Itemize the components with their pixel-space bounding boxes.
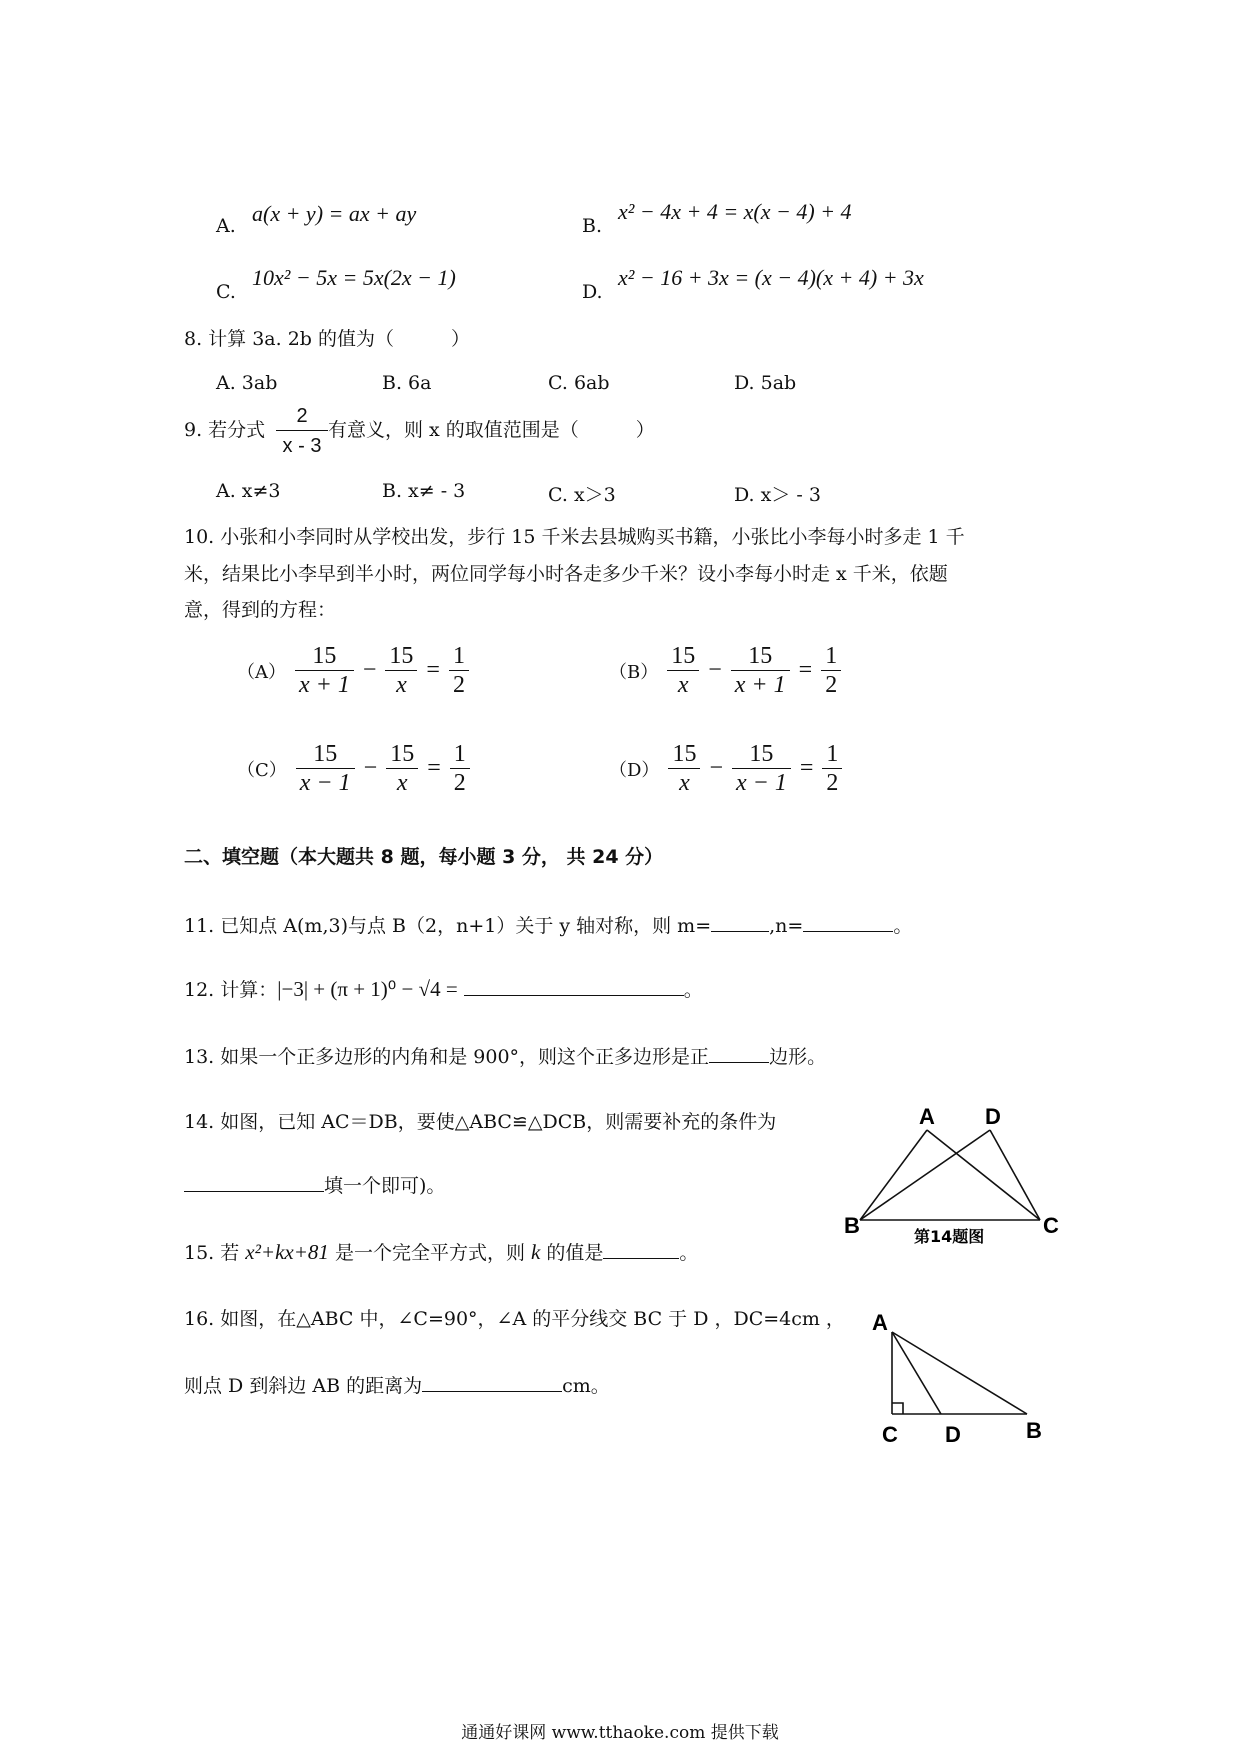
- q10-option-a-label: （A）: [237, 661, 286, 683]
- q15-end: 。: [679, 1242, 699, 1264]
- q13-text1: 13. 如果一个正多边形的内角和是 900°，则这个正多边形是正: [184, 1046, 710, 1068]
- q7-option-c-label: C.: [216, 281, 236, 303]
- q9-suffix: 有意义，则 x 的取值范围是（ ）: [328, 419, 655, 441]
- q9-option-c: C. x＞3: [548, 484, 616, 506]
- q10-option-c-label: （C）: [237, 759, 287, 781]
- q11-text2: ,n=: [769, 915, 804, 937]
- q7-option-b-label: B.: [582, 215, 603, 237]
- q16-line2: [184, 1373, 610, 1398]
- q14-figure-caption: 第14题图: [914, 1227, 985, 1246]
- q12-suffix: 。: [683, 979, 703, 1001]
- q10-option-d-frac1: $\frac{15}{x}$: [668, 740, 700, 797]
- q8-option-b: B. 6a: [382, 372, 432, 394]
- q11-text1: 11. 已知点 A(m,3)与点 B（2，n+1）关于 y 轴对称，则 m=: [184, 915, 712, 937]
- q15-prefix: 15. 若: [184, 1242, 246, 1264]
- q16-segment-ad: [892, 1332, 941, 1414]
- q14-segment-dc: [990, 1130, 1040, 1220]
- page-footer: 通通好课网 www.tthaoke.com 提供下载: [461, 1723, 779, 1743]
- q13-text2: 边形。: [769, 1046, 827, 1068]
- q14-label-a: A: [919, 1104, 935, 1129]
- q13: [184, 1044, 826, 1069]
- q14-segment-ba: [860, 1130, 927, 1220]
- q10-line1: 10. 小张和小李同时从学校出发，步行 15 千米去县城购买书籍，小张比小李每小时多走 1 千: [184, 526, 965, 548]
- q12: [184, 977, 703, 1002]
- q16-label-a: A: [872, 1310, 888, 1335]
- q10-option-d-rhs: $\frac{1}{2}$: [822, 740, 842, 797]
- q16-figure: [862, 1300, 1052, 1450]
- q10-option-d-frac2: $\frac{15}{x - 1}$: [732, 740, 791, 797]
- q11-blank-n: [803, 913, 893, 932]
- q16-label-c: C: [882, 1422, 898, 1447]
- q10-option-b-label: （B）: [609, 661, 659, 683]
- q11-blank-m: [711, 913, 769, 932]
- q16-line2-suffix: cm。: [562, 1375, 610, 1397]
- q15-suffix: 的值是: [540, 1242, 604, 1264]
- q16-segment-ab: [892, 1332, 1027, 1414]
- q15-expr: x²+kx+81: [245, 1240, 329, 1264]
- q10-option-c: （C） $\frac{15}{x - 1}$ − $\frac{15}{x}$ = $\frac{1}{2}$: [234, 740, 470, 797]
- q10-line3: 意，得到的方程：: [184, 599, 337, 621]
- q10-option-a-frac1: $\frac{15}{x + 1}$: [295, 642, 354, 699]
- q16-label-d: D: [945, 1422, 961, 1447]
- q15-middle: 是一个完全平方式，则: [328, 1242, 531, 1264]
- q14-line1: 14. 如图，已知 AC＝DB，要使△ABC≌△DCB，则需要补充的条件为: [184, 1111, 777, 1133]
- q14-segment-ac: [927, 1130, 1040, 1220]
- q8-option-a: A. 3ab: [216, 372, 278, 394]
- q14-line2-text: 填一个即可)。: [324, 1175, 446, 1197]
- q8-stem: 8. 计算 3a. 2b 的值为（ ）: [184, 328, 470, 350]
- q7-option-d-label: D.: [582, 281, 603, 303]
- q9-frac-bar: [276, 430, 328, 431]
- q7-option-c-expr: 10x² − 5x = 5x(2x − 1): [252, 265, 456, 290]
- q11: [184, 913, 912, 938]
- q10-option-b-rhs: $\frac{1}{2}$: [821, 642, 841, 699]
- q10-option-d-label: （D）: [609, 759, 660, 781]
- q12-expr: |−3| + (π + 1)⁰ − √4 =: [277, 977, 458, 1001]
- q9-option-d: D. x＞ - 3: [734, 484, 821, 506]
- q10-option-c-frac2: $\frac{15}{x}$: [386, 740, 418, 797]
- q8-option-c: C. 6ab: [548, 372, 610, 394]
- q16-label-b: B: [1026, 1418, 1042, 1443]
- q9-option-a: A. x≠3: [216, 480, 281, 502]
- q7-option-d-expr: x² − 16 + 3x = (x − 4)(x + 4) + 3x: [618, 265, 924, 290]
- q10-option-a: （A） $\frac{15}{x + 1}$ − $\frac{15}{x}$ = $\frac{1}{2}$: [234, 642, 469, 699]
- q14-label-d: D: [985, 1104, 1001, 1129]
- q14-line2: [184, 1173, 445, 1198]
- q14-segment-bd: [860, 1130, 990, 1220]
- q15-blank: [603, 1240, 679, 1259]
- q7-option-a-label: A.: [216, 215, 236, 237]
- q16-blank: [422, 1373, 562, 1392]
- q15: [184, 1240, 698, 1265]
- q9-frac-denominator: x - 3: [282, 435, 322, 457]
- q10-option-b: （B） $\frac{15}{x}$ − $\frac{15}{x + 1}$ = $\frac{1}{2}$: [606, 642, 841, 699]
- q9-prefix: 9. 若分式: [184, 419, 266, 441]
- q15-k: k: [531, 1240, 541, 1264]
- q16-line2-prefix: 则点 D 到斜边 AB 的距离为: [184, 1375, 423, 1397]
- q14-label-b: B: [844, 1213, 860, 1238]
- q16-line1: 16. 如图，在△ABC 中，∠C=90°，∠A 的平分线交 BC 于 D ，DC=4cm ，: [184, 1308, 845, 1330]
- q11-text3: 。: [893, 915, 913, 937]
- q9-option-b: B. x≠ - 3: [382, 480, 466, 502]
- section-2-title: 二、填空题（本大题共 8 题，每小题 3 分， 共 24 分）: [184, 846, 664, 868]
- q10-option-d: （D） $\frac{15}{x}$ − $\frac{15}{x - 1}$ = $\frac{1}{2}$: [606, 740, 842, 797]
- q14-blank: [184, 1173, 324, 1192]
- q10-option-a-frac2: $\frac{15}{x}$: [385, 642, 417, 699]
- q12-blank: [464, 977, 684, 996]
- q7-option-b-expr: x² − 4x + 4 = x(x − 4) + 4: [618, 199, 852, 224]
- q10-option-b-frac2: $\frac{15}{x + 1}$: [731, 642, 790, 699]
- q7-option-a-expr: a(x + y) = ax + ay: [252, 201, 417, 226]
- q12-prefix: 12. 计算：: [184, 979, 278, 1001]
- q14-label-c: C: [1043, 1213, 1059, 1238]
- q10-option-c-rhs: $\frac{1}{2}$: [450, 740, 470, 797]
- q10-line2: 米，结果比小李早到半小时，两位同学每小时各走多少千米？设小李每小时走 x 千米，依题: [184, 563, 948, 585]
- q9-frac-numerator: 2: [296, 405, 308, 427]
- q13-blank: [709, 1044, 769, 1063]
- q14-figure: [840, 1100, 1070, 1250]
- q8-option-d: D. 5ab: [734, 372, 797, 394]
- q10-option-c-frac1: $\frac{15}{x - 1}$: [296, 740, 355, 797]
- q10-option-b-frac1: $\frac{15}{x}$: [667, 642, 699, 699]
- q16-right-angle-mark: [892, 1403, 903, 1414]
- q10-option-a-rhs: $\frac{1}{2}$: [449, 642, 469, 699]
